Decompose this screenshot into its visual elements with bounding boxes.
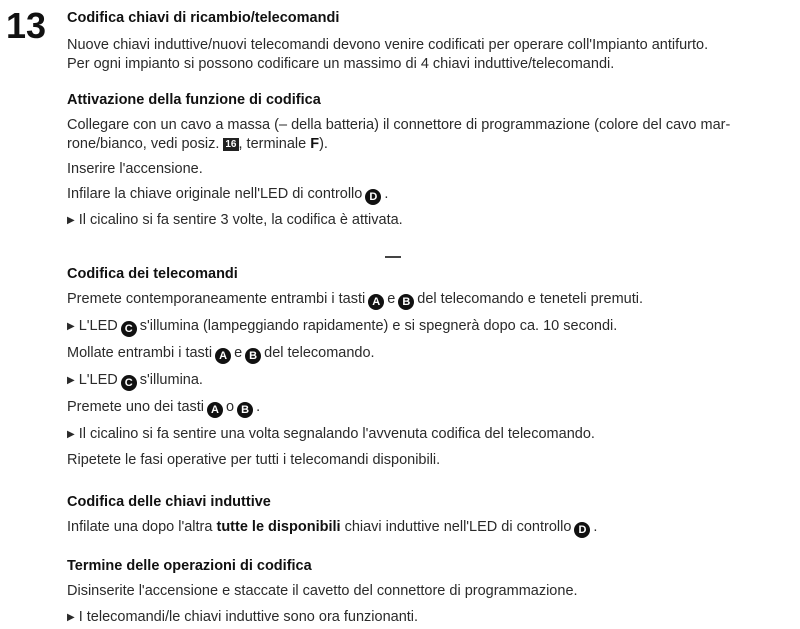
remotes-step-5-end: . (256, 399, 261, 415)
position-badge: 16 (225, 139, 237, 150)
keys-step-1 (67, 518, 787, 538)
remotes-step-3-a: Mollate entrambi i tasti (67, 345, 213, 361)
led-d-icon: D (365, 189, 381, 205)
activation-insert-key (67, 185, 787, 205)
terminal-label: F (310, 136, 320, 152)
keys-step-1-a: Infilate una dopo l'altra (67, 519, 213, 535)
activation-result (67, 211, 787, 230)
and-word: e (234, 345, 243, 361)
end-step-2 (67, 608, 787, 627)
activation-text-d: ). (319, 136, 328, 152)
keys-heading: Codifica delle chiavi induttive (67, 494, 271, 510)
remotes-step-3-b: del telecomando. (264, 345, 375, 361)
end-heading: Termine delle operazioni di codifica (67, 558, 312, 574)
activation-line-1: Collegare con un cavo a massa (– della batteria) il connettore di programmazione (colore del cavo mar- (67, 117, 731, 133)
led-d-icon: D (574, 522, 590, 538)
remotes-step-3 (67, 344, 787, 364)
remotes-step-6 (67, 425, 787, 444)
button-a-icon: A (368, 294, 384, 310)
remotes-step-1-a: Premete contemporaneamente entrambi i tasti (67, 291, 366, 307)
remotes-step-2 (67, 317, 787, 337)
or-word: o (226, 399, 235, 415)
intro-line-1: Nuove chiavi induttive/nuovi telecomandi devono venire codificati per operare coll'Impianto antifurto. (67, 37, 709, 53)
activation-heading: Attivazione della funzione di codifica (67, 92, 321, 108)
activation-text-b: rone/bianco, vedi posiz. (67, 136, 224, 152)
activation-paragraph-1 (67, 116, 787, 154)
button-b-icon: B (237, 402, 253, 418)
result-arrow-icon: ▶ (67, 612, 75, 623)
remotes-step-5-a: Premete uno dei tasti (67, 399, 205, 415)
activation-result-text: Il cicalino si fa sentire 3 volte, la codifica è attivata. (78, 212, 403, 228)
remotes-step-6-text: Il cicalino si fa sentire una volta segnalando l'avvenuta codifica del telecomando. (78, 426, 595, 442)
remotes-step-2-b: s'illumina (lampeggiando rapidamente) e si spegnerà dopo ca. 10 secondi. (139, 318, 618, 334)
keys-step-1-bold: tutte le disponibili (216, 519, 341, 535)
remotes-heading: Codifica dei telecomandi (67, 266, 238, 282)
page-title: Codifica chiavi di ricambio/telecomandi (67, 10, 340, 26)
result-arrow-icon: ▶ (67, 429, 75, 440)
keys-step-1-b: chiavi induttive nell'LED di controllo (344, 519, 572, 535)
end-step-2-text: I telecomandi/le chiavi induttive sono ora funzionanti. (78, 609, 419, 625)
button-b-icon: B (398, 294, 414, 310)
button-a-icon: A (207, 402, 223, 418)
remotes-step-1-b: del telecomando e teneteli premuti. (417, 291, 643, 307)
led-c-icon: C (121, 321, 137, 337)
remotes-step-5 (67, 398, 787, 418)
activation-text-c: , terminale (238, 136, 311, 152)
and-word: e (387, 291, 396, 307)
section-number: 13 (6, 5, 47, 46)
remotes-step-7: Ripetete le fasi operative per tutti i telecomandi disponibili. (67, 452, 441, 468)
activation-line-2 (67, 135, 787, 154)
remotes-step-4-a: L'LED (78, 372, 118, 388)
result-arrow-icon: ▶ (67, 215, 75, 226)
insert-key-end: . (384, 186, 389, 202)
document-body (67, 8, 787, 627)
remotes-step-1 (67, 290, 787, 310)
remotes-step-4 (67, 371, 787, 391)
end-step-1: Disinserite l'accensione e staccate il cavetto del connettore di programmazione. (67, 583, 578, 599)
intro-line-2: Per ogni impianto si possono codificare un massimo di 4 chiavi induttive/telecomandi. (67, 56, 615, 72)
insert-key-text: Infilare la chiave originale nell'LED di controllo (67, 186, 363, 202)
remotes-step-2-a: L'LED (78, 318, 118, 334)
result-arrow-icon: ▶ (67, 321, 75, 332)
keys-step-1-end: . (593, 519, 598, 535)
led-c-icon: C (121, 375, 137, 391)
button-b-icon: B (245, 348, 261, 364)
remotes-step-4-b: s'illumina. (139, 372, 203, 388)
button-a-icon: A (215, 348, 231, 364)
result-arrow-icon: ▶ (67, 375, 75, 386)
activation-ignition: Inserire l'accensione. (67, 161, 203, 177)
